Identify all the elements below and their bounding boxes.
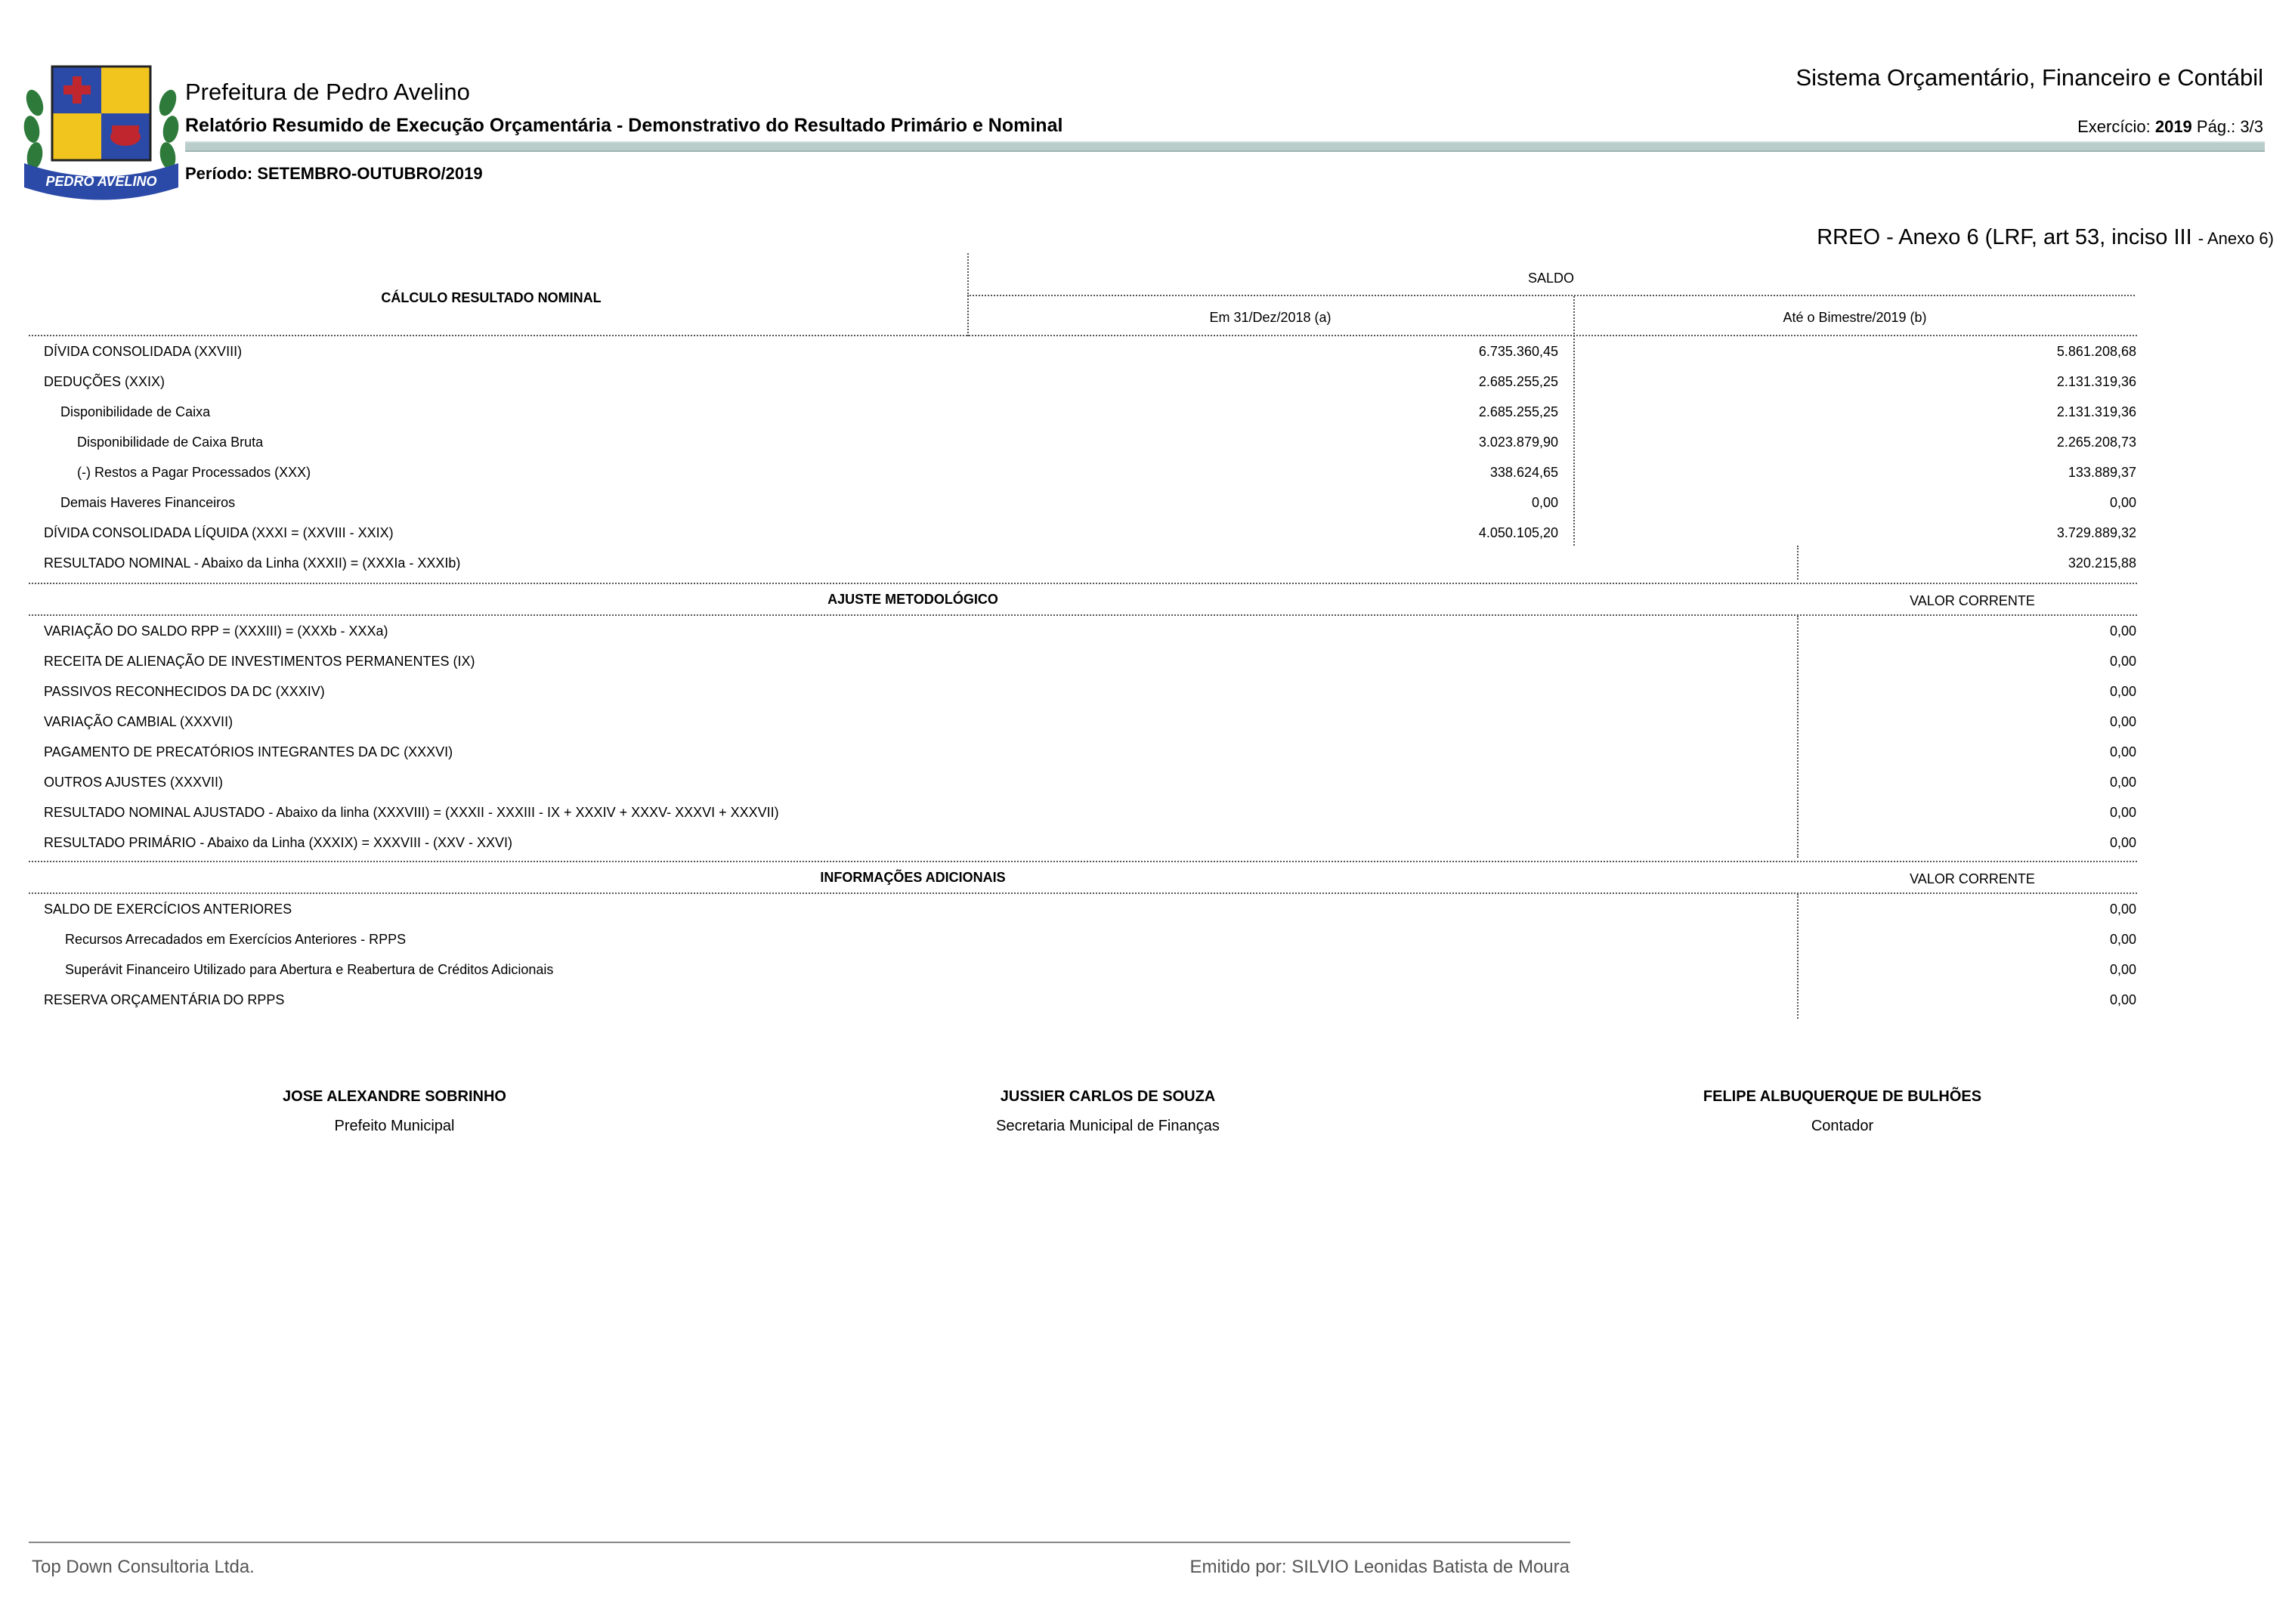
header-subrule	[967, 295, 2135, 296]
value-b: 2.131.319,36	[2056, 404, 2136, 419]
column-divider	[1797, 894, 1799, 1019]
palm-branch-right-icon	[156, 88, 181, 171]
row-value: 0,00	[2109, 962, 2136, 977]
row-label: Demais Haveres Financeiros	[60, 495, 236, 510]
row-label: PAGAMENTO DE PRECATÓRIOS INTEGRANTES DA DC (XXXVI)	[44, 744, 453, 759]
rreo-small: - Anexo 6)	[2198, 229, 2274, 248]
info-title: INFORMAÇÕES ADICIONAIS	[820, 870, 1006, 885]
row-label: SALDO DE EXERCÍCIOS ANTERIORES	[44, 902, 292, 917]
crown-icon	[110, 125, 141, 146]
col-a-header: Em 31/Dez/2018 (a)	[1209, 310, 1332, 325]
row-label: OUTROS AJUSTES (XXXVII)	[44, 775, 224, 790]
ajuste-col-header: VALOR CORRENTE	[1910, 593, 2035, 608]
value-a: 3.023.879,90	[1478, 435, 1558, 450]
value-b: 3.729.889,32	[2056, 525, 2136, 540]
row-label: Disponibilidade de Caixa Bruta	[77, 435, 264, 450]
row-label: DÍVIDA CONSOLIDADA (XXVIII)	[44, 344, 243, 359]
system-name: Sistema Orçamentário, Financeiro e Contábil	[1795, 64, 2263, 91]
row-value: 0,00	[2109, 805, 2136, 820]
value-b: 0,00	[2109, 495, 2136, 510]
footer-emitted-by: Emitido por: SILVIO Leonidas Batista de Moura	[1189, 1557, 1570, 1577]
result-nominal-value: 320.215,88	[2068, 555, 2136, 571]
exercise-year: 2019	[2154, 117, 2192, 136]
row-label: VARIAÇÃO CAMBIAL (XXXVII)	[44, 714, 234, 729]
row-label: DÍVIDA CONSOLIDADA LÍQUIDA (XXXI = (XXVIII - XXIX)	[44, 525, 394, 540]
row-label: RESULTADO NOMINAL AJUSTADO - Abaixo da linha (XXXVIII) = (XXXII - XXXIII - IX + XXXIV + XXXV- XXXVI + XXXVII)	[44, 805, 779, 820]
row-value: 0,00	[2109, 744, 2136, 759]
info-col-header: VALOR CORRENTE	[1910, 871, 2035, 886]
signature-name: JOSE ALEXANDRE SOBRINHO	[283, 1088, 506, 1105]
row-label: PASSIVOS RECONHECIDOS DA DC (XXXIV)	[44, 684, 325, 699]
header-divider	[185, 141, 2265, 152]
column-divider	[1573, 296, 1575, 546]
section-top-rule	[29, 861, 2137, 862]
col-b-header: Até o Bimestre/2019 (b)	[1783, 310, 1927, 325]
header-bottom-rule	[29, 335, 2137, 336]
municipal-crest-logo	[18, 57, 184, 212]
page-number: Pág.: 3/3	[2196, 117, 2263, 136]
crest-banner-text: PEDRO AVELINO	[45, 174, 157, 189]
organization-name: Prefeitura de Pedro Avelino	[185, 79, 470, 105]
row-label: Recursos Arrecadados em Exercícios Anteriores - RPPS	[65, 932, 407, 947]
row-value: 0,00	[2109, 654, 2136, 669]
value-a: 2.685.255,25	[1478, 404, 1558, 419]
value-a: 6.735.360,45	[1478, 344, 1558, 359]
value-a: 338.624,65	[1489, 465, 1558, 480]
nominal-title: CÁLCULO RESULTADO NOMINAL	[381, 290, 602, 305]
saldo-header: SALDO	[1527, 271, 1575, 286]
rreo-annex-reference	[1817, 225, 2274, 250]
footer-divider	[29, 1542, 1570, 1543]
ajuste-title: AJUSTE METODOLÓGICO	[827, 592, 998, 607]
footer-company: Top Down Consultoria Ltda.	[32, 1557, 255, 1577]
value-b: 5.861.208,68	[2056, 344, 2136, 359]
signature-role: Prefeito Municipal	[334, 1118, 455, 1134]
row-value: 0,00	[2109, 623, 2136, 639]
column-divider	[1797, 616, 1799, 858]
section-header-rule	[29, 614, 2137, 616]
row-value: 0,00	[2109, 902, 2136, 917]
value-a: 0,00	[1531, 495, 1558, 510]
value-b: 133.889,37	[2068, 465, 2136, 480]
row-value: 0,00	[2109, 992, 2136, 1007]
row-label: DEDUÇÕES (XXIX)	[44, 374, 165, 389]
value-a: 4.050.105,20	[1478, 525, 1558, 540]
signature-role: Secretaria Municipal de Finanças	[996, 1118, 1220, 1134]
row-value: 0,00	[2109, 684, 2136, 699]
rreo-main: RREO - Anexo 6 (LRF, art 53, inciso III	[1817, 225, 2192, 249]
palm-branch-left-icon	[22, 88, 47, 171]
row-label: RECEITA DE ALIENAÇÃO DE INVESTIMENTOS PERMANENTES (IX)	[44, 654, 475, 669]
exercise-info	[2077, 117, 2263, 137]
row-label: RESULTADO PRIMÁRIO - Abaixo da Linha (XXXIX) = XXXVIII - (XXV - XXVI)	[44, 835, 513, 850]
row-label: (-) Restos a Pagar Processados (XXX)	[77, 465, 311, 480]
row-label: Disponibilidade de Caixa	[60, 404, 211, 419]
signature-role: Contador	[1811, 1118, 1874, 1134]
row-label: VARIAÇÃO DO SALDO RPP = (XXXIII) = (XXXb - XXXa)	[44, 623, 388, 639]
section-top-rule	[29, 583, 2137, 584]
report-title: Relatório Resumido de Execução Orçamentária - Demonstrativo do Resultado Primário e Nominal	[185, 115, 1063, 136]
section-header-rule	[29, 892, 2137, 894]
row-value: 0,00	[2109, 835, 2136, 850]
signature-name: JUSSIER CARLOS DE SOUZA	[1000, 1088, 1216, 1105]
column-divider	[1797, 546, 1799, 580]
row-label: Superávit Financeiro Utilizado para Abertura e Reabertura de Créditos Adicionais	[65, 962, 554, 977]
value-a: 2.685.255,25	[1478, 374, 1558, 389]
value-b: 2.131.319,36	[2056, 374, 2136, 389]
exercise-label: Exercício:	[2077, 117, 2151, 136]
row-value: 0,00	[2109, 775, 2136, 790]
result-nominal-label: RESULTADO NOMINAL - Abaixo da Linha (XXXII) = (XXXIa - XXXIb)	[44, 555, 461, 571]
row-value: 0,00	[2109, 714, 2136, 729]
row-value: 0,00	[2109, 932, 2136, 947]
value-b: 2.265.208,73	[2056, 435, 2136, 450]
report-period: Período: SETEMBRO-OUTUBRO/2019	[185, 164, 483, 183]
row-label: RESERVA ORÇAMENTÁRIA DO RPPS	[44, 992, 285, 1007]
signature-name: FELIPE ALBUQUERQUE DE BULHÕES	[1703, 1088, 1982, 1105]
